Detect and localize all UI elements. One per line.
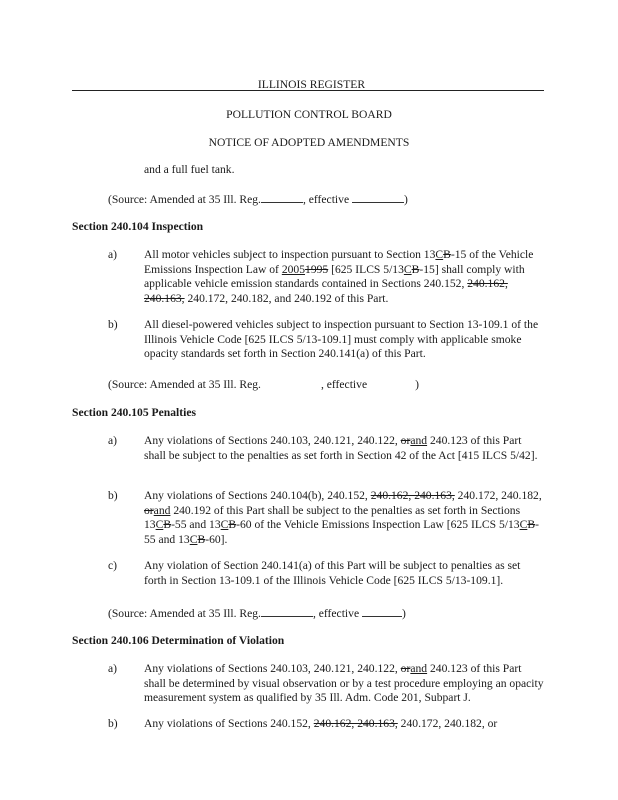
paragraph: All motor vehicles subject to inspection pursuant to Section 13CB-15 of the Vehicle Emissions Inspection Law of 20051995 [625 ILCS 5/13CB-15] shall comply with applicable vehicle emission standards contained in Sections 240.152, 240.162, 240.163, 240.172, 240.182, and 240.192 of this Part. [144, 248, 534, 305]
notice-title: NOTICE OF ADOPTED AMENDMENTS [208, 136, 410, 149]
continuation-text: and a full fuel tank. [144, 163, 235, 176]
paragraph: Any violation of Section 240.141(a) of this Part will be subject to penalties as set forth in Section 13-109.1 of the Illinois Vehicle Code [625 ILCS 5/13-109.1]. [144, 559, 521, 587]
section-heading: Section 240.104 Inspection [72, 220, 204, 233]
paragraph: Any violations of Sections 240.152, 240.162, 240.163, 240.172, 240.182, or [144, 717, 498, 730]
paragraph: Any violations of Sections 240.104(b), 240.152, 240.162, 240.163, 240.172, 240.182, orand 240.192 of this Part shall be subject to the penalties as set forth in Sections 13CB-55 and 13CB-60 of the Vehicle Emissions Inspection Law [625 ILCS 5/13CB-55 and 13CB-60]. [144, 489, 542, 546]
section-heading: Section 240.105 Penalties [72, 406, 196, 419]
header-rule [72, 90, 544, 91]
section-heading: Section 240.106 Determination of Violation [72, 634, 285, 647]
item-label: c) [108, 559, 118, 572]
item-label: a) [108, 662, 118, 675]
paragraph: Any violations of Sections 240.103, 240.121, 240.122, orand 240.123 of this Part shall be determined by visual observation or by a test procedure employing an opacity measurement system as qualified by 35 Ill. Adm. Code 201, Subpart J. [144, 662, 544, 705]
board-title: POLLUTION CONTROL BOARD [226, 108, 392, 121]
item-label: b) [108, 489, 118, 502]
register-title: ILLINOIS REGISTER [257, 78, 366, 91]
source-note: (Source: Amended at 35 Ill. Reg. , effective ) [108, 607, 406, 620]
paragraph: Any violations of Sections 240.103, 240.121, 240.122, orand 240.123 of this Part shall be subject to the penalties as set forth in Section 42 of the Act [415 ILCS 5/42]. [144, 434, 538, 462]
item-label: a) [108, 434, 118, 447]
paragraph: All diesel-powered vehicles subject to inspection pursuant to Section 13-109.1 of the Illinois Vehicle Code [625 ILCS 5/13-109.1] must comply with applicable smoke opacity standards set forth in Section 240.141(a) of this Part. [144, 318, 539, 361]
item-label: b) [108, 318, 118, 331]
item-label: b) [108, 717, 118, 730]
item-label: a) [108, 248, 118, 261]
source-note: (Source: Amended at 35 Ill. Reg. , effective ) [108, 193, 408, 206]
source-note: (Source: Amended at 35 Ill. Reg. , effective ) [108, 378, 419, 391]
